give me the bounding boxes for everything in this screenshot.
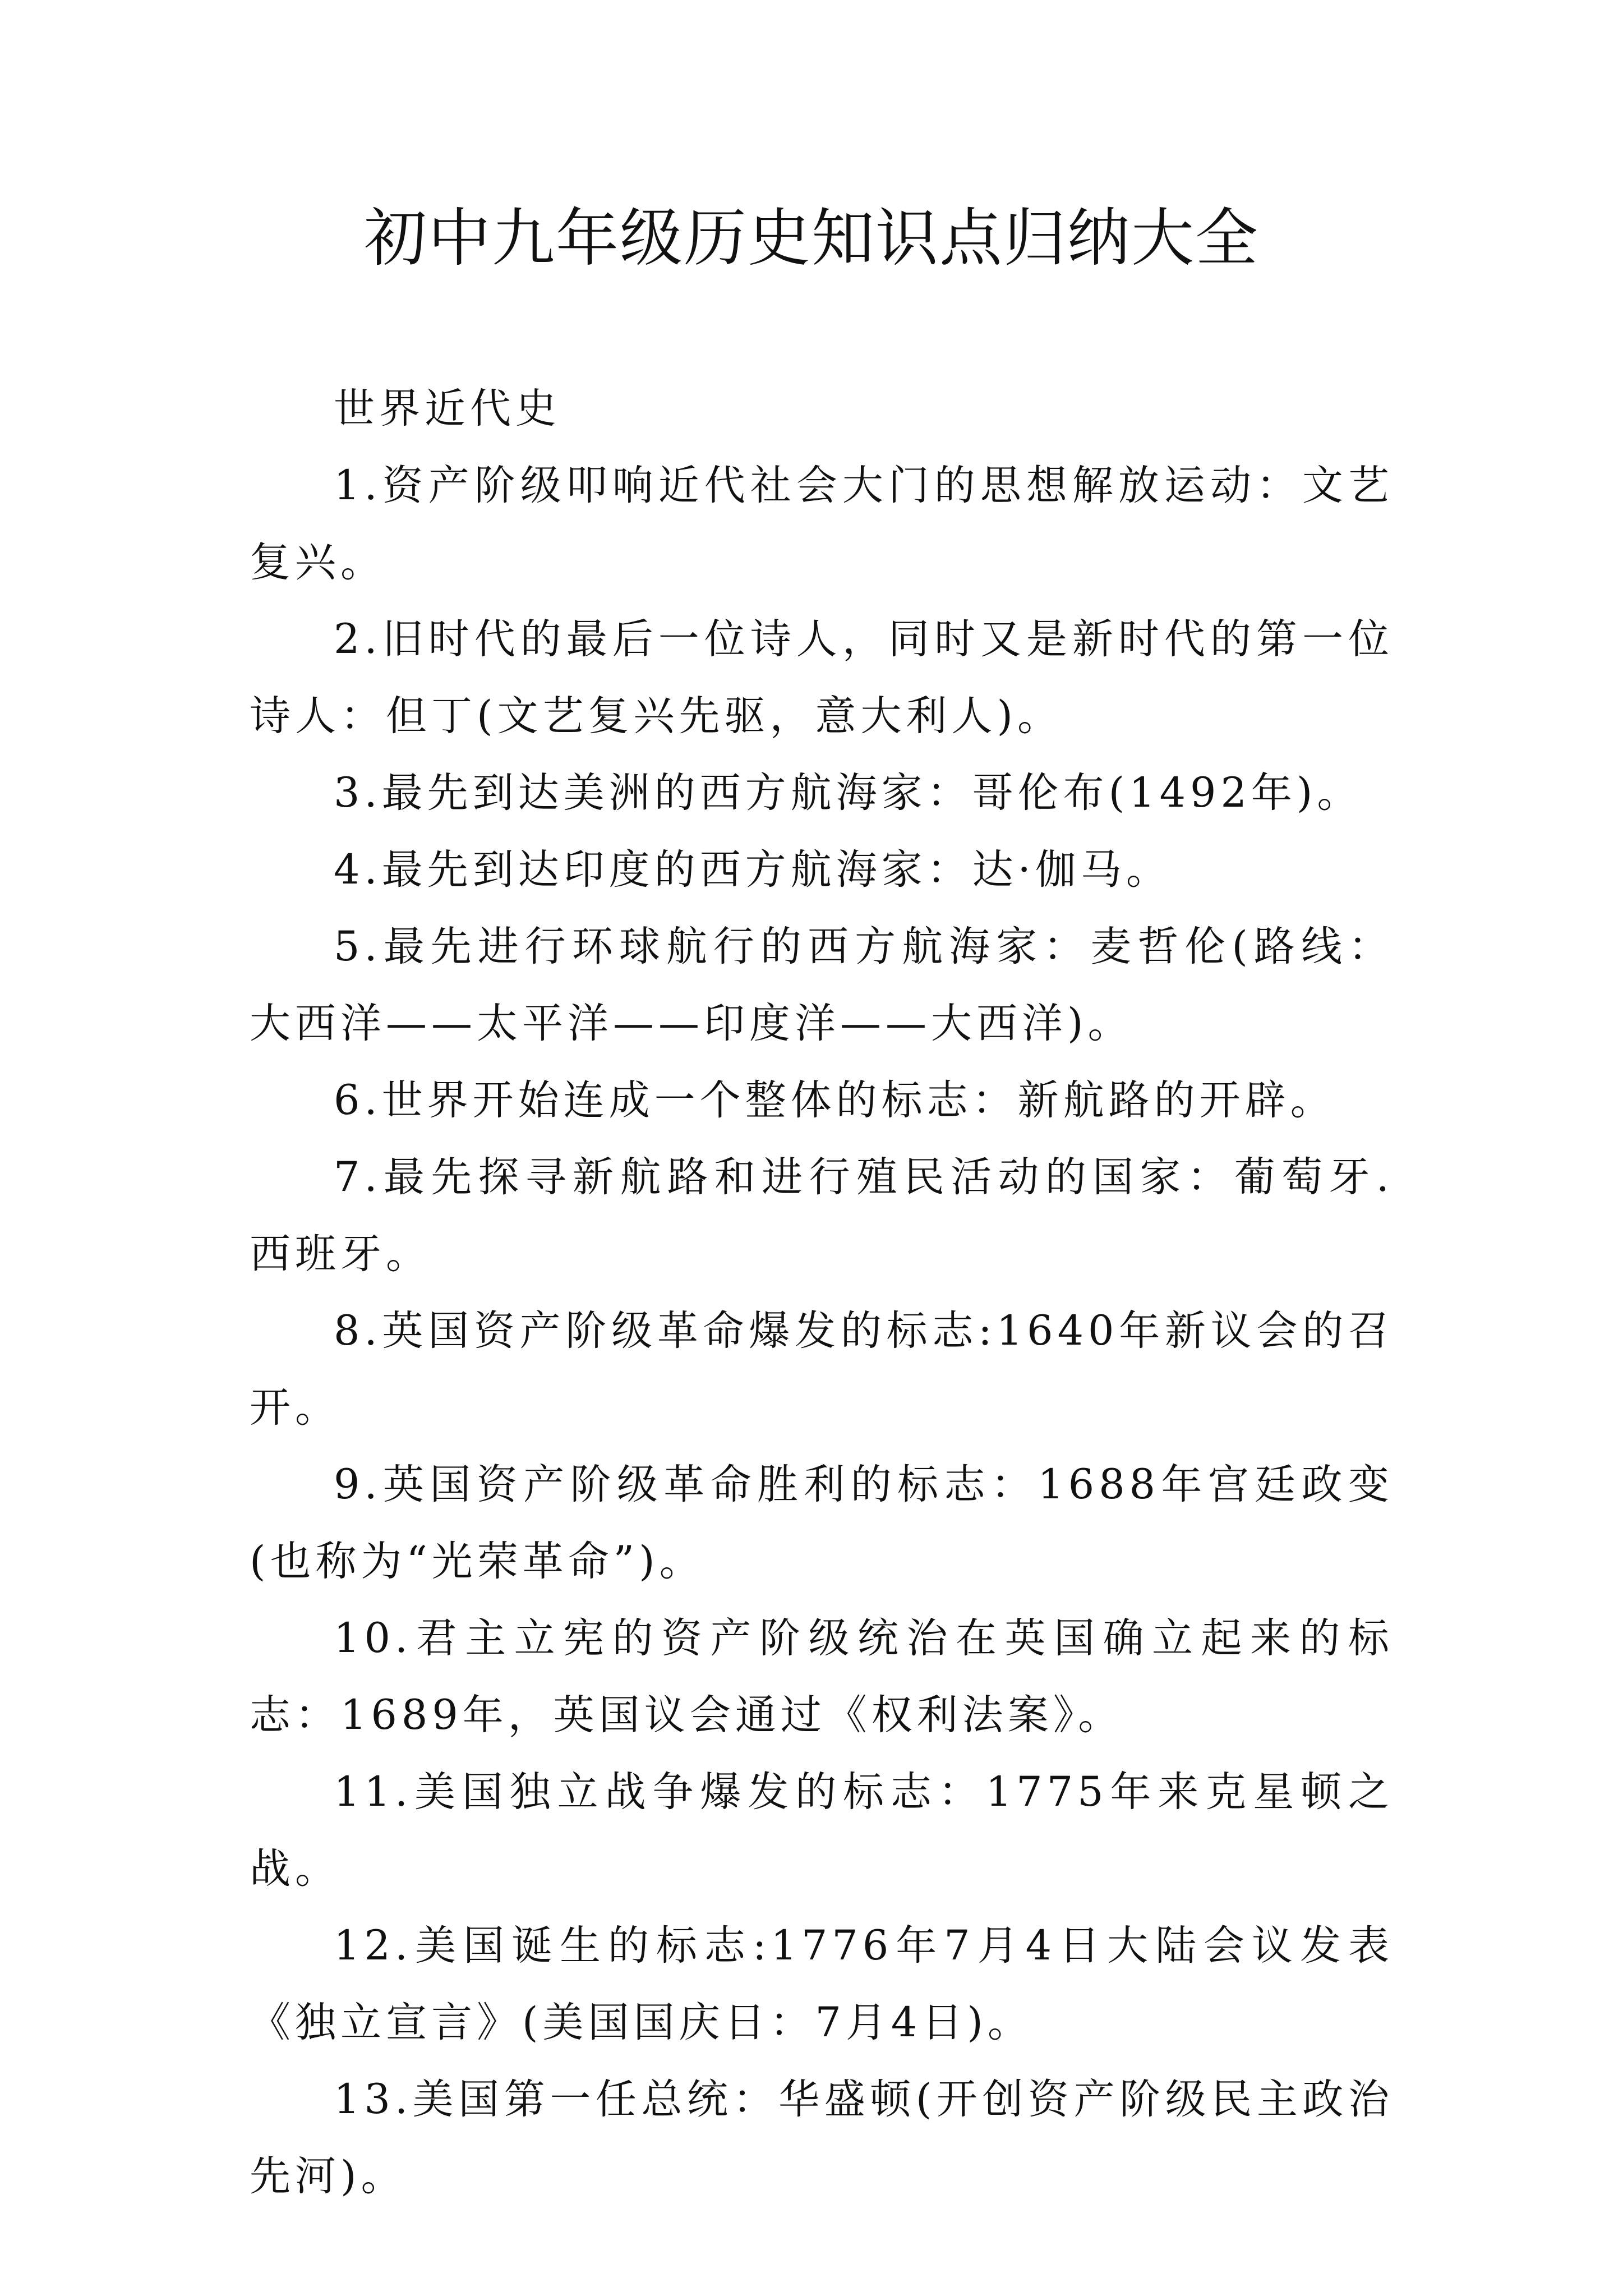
paragraph-9: 9.英国资产阶级革命胜利的标志：1688年宫廷政变(也称为“光荣革命”)。: [250, 1461, 1394, 1585]
paragraph-3: 3.最先到达美洲的西方航海家：哥伦布(1492年)。: [334, 769, 1363, 817]
document-title: 初中九年级历史知识点归纳大全: [364, 202, 1259, 275]
paragraph-10: 10.君主立宪的资产阶级统治在英国确立起来的标志：1689年，英国议会通过《权利法案》。: [250, 1614, 1394, 1739]
paragraph-13: 13.美国第一任总统：华盛顿(开创资产阶级民主政治先河)。: [250, 2076, 1394, 2200]
paragraph-8: 8.英国资产阶级革命爆发的标志:1640年新议会的召开。: [250, 1307, 1394, 1432]
paragraph-11: 11.美国独立战争爆发的标志：1775年来克星顿之战。: [250, 1768, 1394, 1893]
paragraph-5: 5.最先进行环球航行的西方航海家：麦哲伦(路线：大西洋——太平洋——印度洋——大西洋)。: [250, 923, 1394, 1047]
paragraph-1: 1.资产阶级叩响近代社会大门的思想解放运动：文艺复兴。: [250, 462, 1394, 586]
section-heading: 世界近代史: [334, 385, 561, 432]
paragraph-4: 4.最先到达印度的西方航海家：达·伽马。: [334, 846, 1172, 894]
document-body: [250, 370, 1394, 2215]
paragraph-12: 12.美国诞生的标志:1776年7月4日大陆会议发表《独立宣言》(美国国庆日：7月4日)。: [250, 1922, 1394, 2046]
paragraph-2: 2.旧时代的最后一位诗人，同时又是新时代的第一位诗人：但丁(文艺复兴先驱，意大利人)。: [250, 615, 1394, 740]
paragraph-6: 6.世界开始连成一个整体的标志：新航路的开辟。: [334, 1076, 1336, 1124]
paragraph-7: 7.最先探寻新航路和进行殖民活动的国家：葡萄牙.西班牙。: [250, 1153, 1394, 1278]
